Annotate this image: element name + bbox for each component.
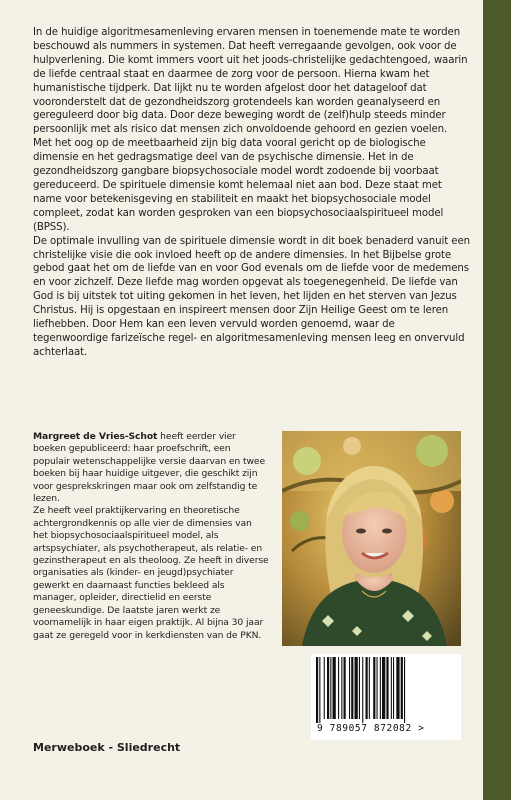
barcode-bar <box>327 657 329 719</box>
barcode-bar <box>386 657 388 719</box>
barcode-bar <box>349 657 350 719</box>
barcode-bar <box>355 657 358 719</box>
author-bio-intro-text: heeft eerder vier boeken gepubliceerd: haar proefschrift, een populair wetenschappelijke versie daarvan en twee boeken bij haar huidige uitgever, die geschikt zijn voor gesprekskringen maar ook om zelfstandig te lezen. <box>33 431 265 505</box>
author-bio-rest: Ze heeft veel praktijkervaring en theoretische achtergrondkennis op alle vier de dimensies van het biopsychosociaalspiritueel model, als artspsychiater, als psychotherapeut, als relatie- en gezinstherapeut en als theoloog. Ze heeft in diverse organisaties als (kinder- en jeugd)psychiater gewerkt en daarnaast functies bekleed als manager, opleider, directielid en eerste geneeskundige. De laatste jaren werkt ze voornamelijk in haar eigen praktijk. Al bijna 30 jaar gaat ze geregeld voor in kerkdiensten van de PKN. <box>33 505 269 641</box>
barcode-bar <box>382 657 385 719</box>
barcode-bar <box>319 657 320 723</box>
author-photo <box>282 431 461 646</box>
barcode-bar <box>351 657 353 719</box>
barcode-bar <box>404 657 405 723</box>
barcode-bar <box>380 657 381 719</box>
barcode-bar <box>396 657 399 719</box>
barcode-bar <box>391 657 392 719</box>
barcode-bar <box>393 657 394 719</box>
back-cover-blurb <box>33 26 470 360</box>
barcode-bar <box>377 657 378 719</box>
book-spine-edge <box>483 0 511 800</box>
barcode-bar <box>333 657 336 719</box>
barcode-bar <box>359 657 360 719</box>
barcode-bar <box>362 657 363 723</box>
author-bio <box>33 431 269 642</box>
barcode-bar <box>373 657 375 719</box>
barcode-bar <box>338 657 339 719</box>
barcode-bar <box>401 657 403 719</box>
barcode-bar <box>316 657 318 723</box>
barcode-bar <box>344 657 346 719</box>
blurb-paragraph: De optimale invulling van de spirituele dimensie wordt in dit boek benaderd vanuit een christelijke visie die ook invloed heeft op de andere dimensies. In het Bijbelse grote gebod gaat het om de liefde van en voor God evenals om de liefde voor de medemens en voor zichzelf. Deze liefde mag worden opgevat als toegenegenheid. De liefde van God is bij uitstek tot uiting gekomen in het leven, het lijden en het sterven van Jezus Christus. Hij is opgestaan en inspireert mensen door Zijn Heilige Geest om te leren liefhebben. Door Hem kan een leven vervuld worden genoemd, waar de tegenwoordige farizeïsche regel- en algoritmesamenleving mensen leeg en onvervuld achterlaat. <box>33 235 470 358</box>
blurb-paragraph: In de huidige algoritmesamenleving ervaren mensen in toenemende mate te worden beschouwd als nummers in systemen. Dat heeft verregaande gevolgen, ook voor de hulpverlening. Die komt immers voort uit het joods-christelijke gedachtengoed, waarin de liefde centraal staat en daarmee de zorg voor de persoon. Hierna kwam het humanistische tijdperk. Dat lijkt nu te worden afgelost door het datageloof dat vooronderstelt dat de gezondheidszorg grotendeels kan worden geanalyseerd en gereguleerd door big data. Door deze beweging wordt de (zelf)hulp steeds minder persoonlijk met als risico dat mensen zich onvoldoende gehoord en gezien voelen. <box>33 27 468 136</box>
isbn-digits: 9 789057 872082 > <box>317 723 425 734</box>
blurb-paragraph: Met het oog op de meetbaarheid zijn big data vooral gericht op de biologische dimensie en het gedragsmatige deel van de psychische dimensie. Het in de gezondheidszorg gangbare biopsychosociale model wordt zodoende bij voorbaat gereduceerd. De spirituele dimensie komt helemaal niet aan bod. Deze staat met name voor betekenisgeving en stabiliteit en maakt het biopsychosociale model compleet, zodat kan worden gesproken van een biopsychosociaalspiritueel model (BPSS). <box>33 138 444 233</box>
barcode-bar <box>369 657 370 719</box>
isbn-barcode <box>311 654 461 740</box>
author-portrait-image <box>282 431 461 646</box>
barcode-bar <box>324 657 325 719</box>
barcode-bar <box>341 657 342 719</box>
publisher-imprint: Merweboek - Sliedrecht <box>33 741 181 754</box>
barcode-bars <box>316 657 456 723</box>
author-name: Margreet de Vries-Schot <box>33 431 158 442</box>
barcode-bar <box>366 657 368 719</box>
author-bio-intro <box>33 431 269 505</box>
barcode-bar <box>330 657 331 719</box>
